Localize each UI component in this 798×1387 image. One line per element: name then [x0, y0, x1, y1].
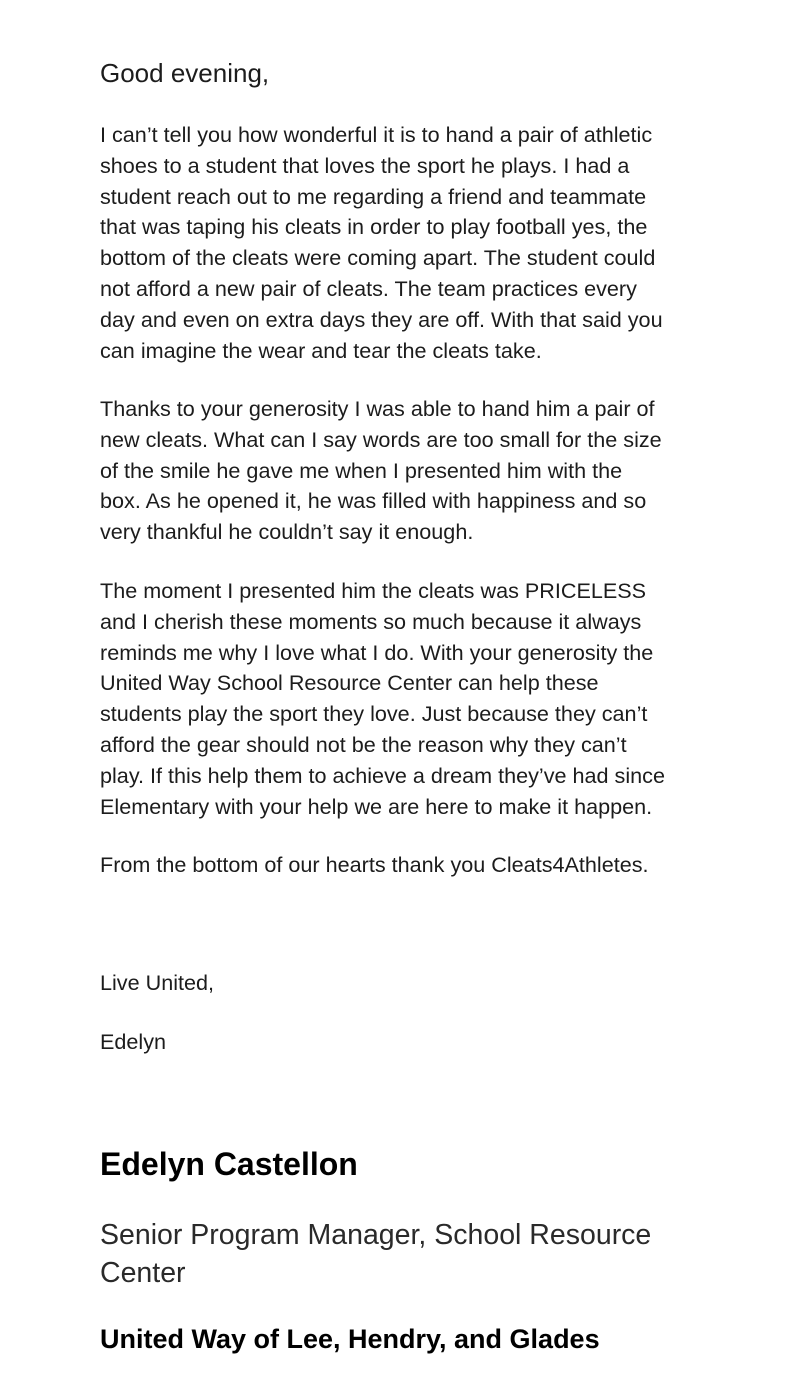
- email-greeting: Good evening,: [100, 58, 270, 88]
- signature-name: Edelyn Castellon: [100, 1146, 358, 1182]
- email-paragraph: From the bottom of our hearts thank you Cleats4Athletes.: [100, 852, 649, 877]
- email-paragraph: Thanks to your generosity I was able to hand him a pair of new cleats. What can I say words are too small for the size of the smile he gave me when I presented him with the box. As he opened it, he was filled with happiness and so very thankful he couldn’t say it enough.: [100, 396, 662, 545]
- email-sender-first-name: Edelyn: [100, 1029, 167, 1054]
- signature-organization: United Way of Lee, Hendry, and Glades: [100, 1324, 600, 1354]
- email-paragraph: The moment I presented him the cleats was PRICELESS and I cherish these moments so much because it always reminds me why I love what I do. With your generosity the United Way School Resource Center can help these students play the sport they love. Just because they can’t afford the gear should not be the reason why they can’t play. If this help them to achieve a dream they’ve had since Elementary with your help we are here to make it happen.: [100, 578, 665, 819]
- email-signoff: Live United,: [100, 970, 215, 995]
- email-paragraph: I can’t tell you how wonderful it is to hand a pair of athletic shoes to a student that loves the sport he plays. I had a student reach out to me regarding a friend and teammate that was taping his cleats in order to play football yes, the bottom of the cleats were coming apart. The student could not afford a new pair of cleats. The team practices every day and even on extra days they are off. With that said you can imagine the wear and tear the cleats take.: [100, 122, 663, 363]
- signature-title: Senior Program Manager, School Resource Center: [100, 1219, 652, 1289]
